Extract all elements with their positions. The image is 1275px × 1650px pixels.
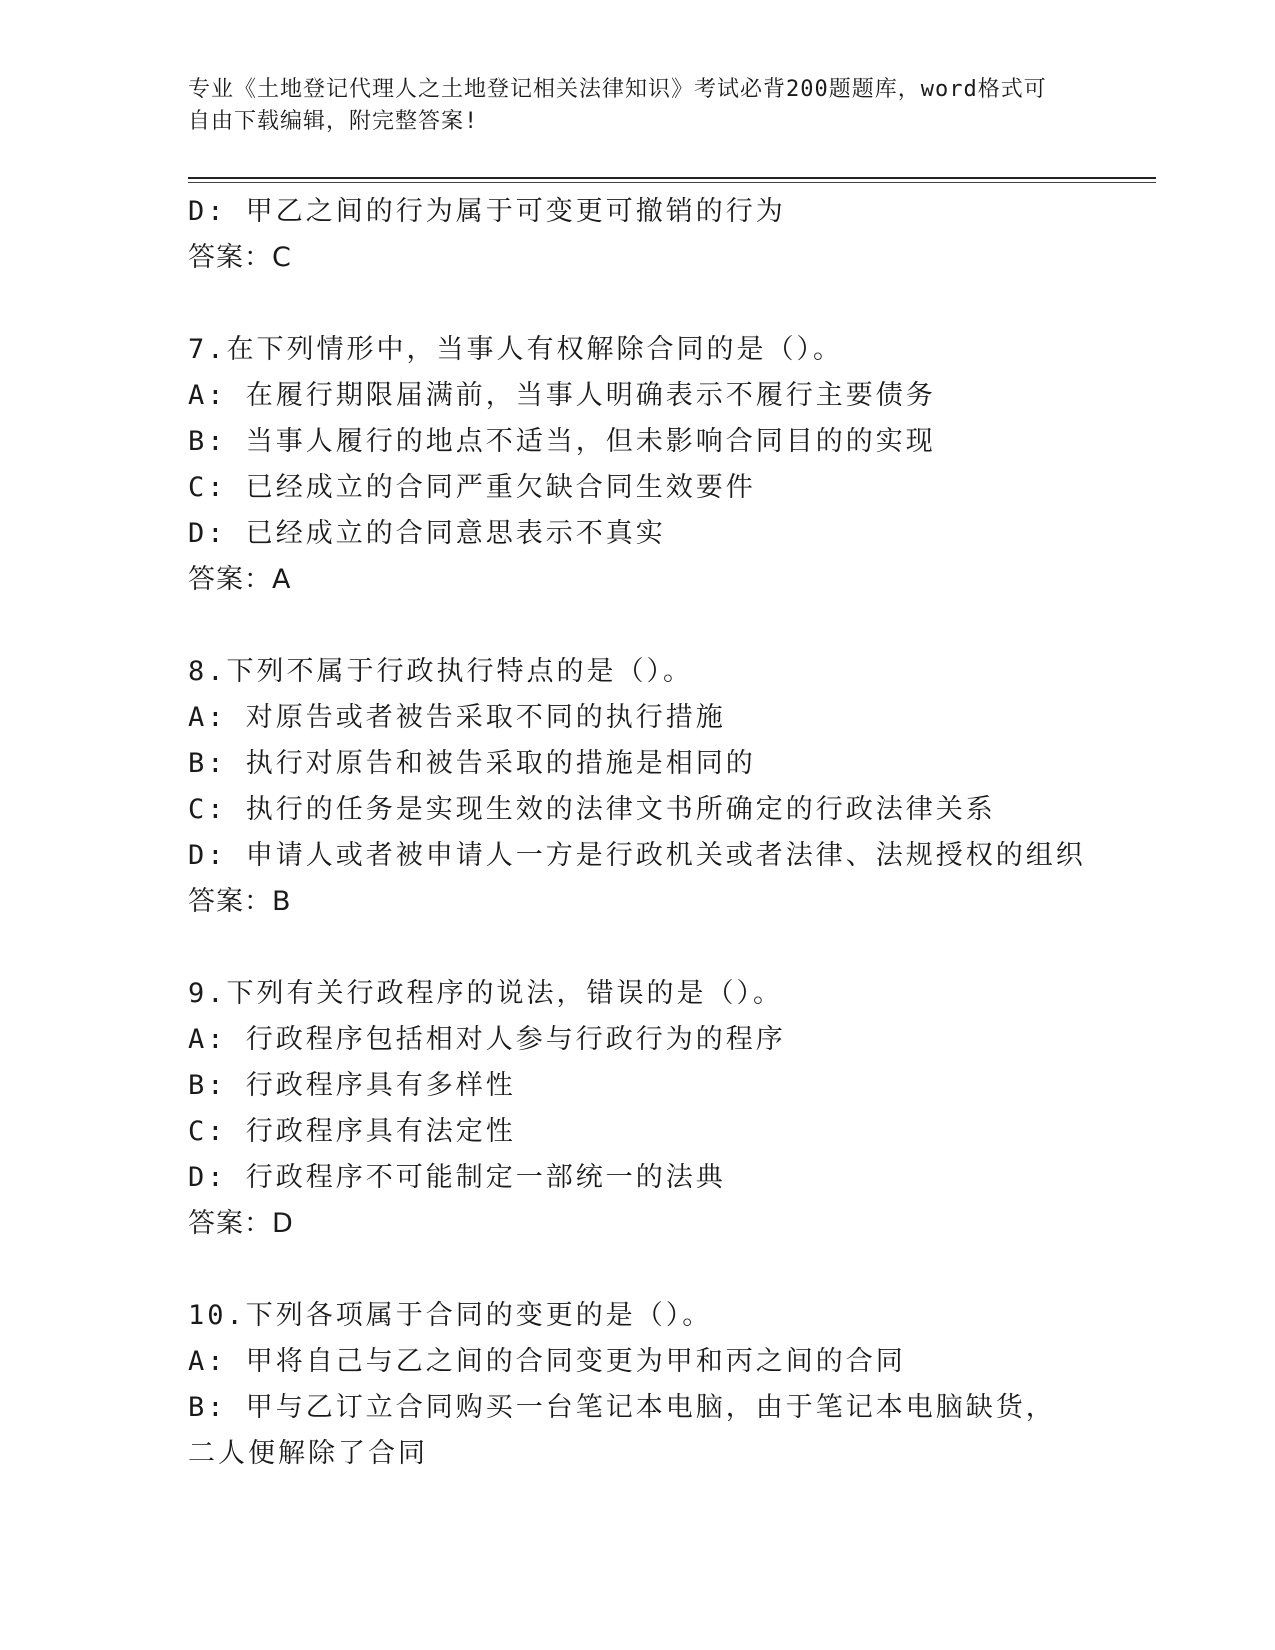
question-7-option-a: A: 在履行期限届满前，当事人明确表示不履行主要债务 (188, 380, 936, 411)
question-list (188, 189, 1088, 1477)
question-10-text: 10.下列各项属于合同的变更的是（）。 (188, 1300, 713, 1331)
prev-option-d: D: 甲乙之间的行为属于可变更可撤销的行为 (188, 196, 786, 227)
question-9-option-d: D: 行政程序不可能制定一部统一的法典 (188, 1162, 726, 1193)
question-9-option-c: C: 行政程序具有法定性 (188, 1116, 516, 1147)
question-8-option-b: B: 执行对原告和被告采取的措施是相同的 (188, 748, 756, 779)
question-8-option-d: D: 申请人或者被申请人一方是行政机关或者法律、法规授权的组织 (188, 840, 1086, 871)
question-10-option-a: A: 甲将自己与乙之间的合同变更为甲和丙之间的合同 (188, 1346, 906, 1377)
question-9-answer: 答案：D (188, 1208, 294, 1239)
question-8-answer: 答案：B (188, 886, 292, 917)
question-7-option-c: C: 已经成立的合同严重欠缺合同生效要件 (188, 472, 756, 503)
question-7-answer: 答案：A (188, 564, 292, 595)
question-7-text: 7.在下列情形中，当事人有权解除合同的是（）。 (188, 334, 844, 365)
question-8-text: 8.下列不属于行政执行特点的是（）。 (188, 656, 694, 687)
question-9-option-b: B: 行政程序具有多样性 (188, 1070, 516, 1101)
question-7-option-d: D: 已经成立的合同意思表示不真实 (188, 518, 666, 549)
document-header: 专业《土地登记代理人之土地登记相关法律知识》考试必背200题题库，word格式可自由下载编辑，附完整答案! (188, 77, 1047, 134)
question-7-option-b: B: 当事人履行的地点不适当，但未影响合同目的的实现 (188, 426, 936, 457)
header-divider-thin (188, 182, 1156, 183)
spacer (188, 603, 1088, 649)
question-9-option-a: A: 行政程序包括相对人参与行政行为的程序 (188, 1024, 786, 1055)
question-10-option-b: B: 甲与乙订立合同购买一台笔记本电脑，由于笔记本电脑缺货，二人便解除了合同 (188, 1392, 1056, 1469)
header-divider-thick (188, 177, 1156, 179)
spacer (188, 1247, 1088, 1293)
question-8-option-a: A: 对原告或者被告采取不同的执行措施 (188, 702, 726, 733)
question-8-option-c: C: 执行的任务是实现生效的法律文书所确定的行政法律关系 (188, 794, 996, 825)
spacer (188, 925, 1088, 971)
prev-answer: 答案：C (188, 242, 292, 273)
spacer (188, 281, 1088, 327)
question-9-text: 9.下列有关行政程序的说法，错误的是（）。 (188, 978, 784, 1009)
